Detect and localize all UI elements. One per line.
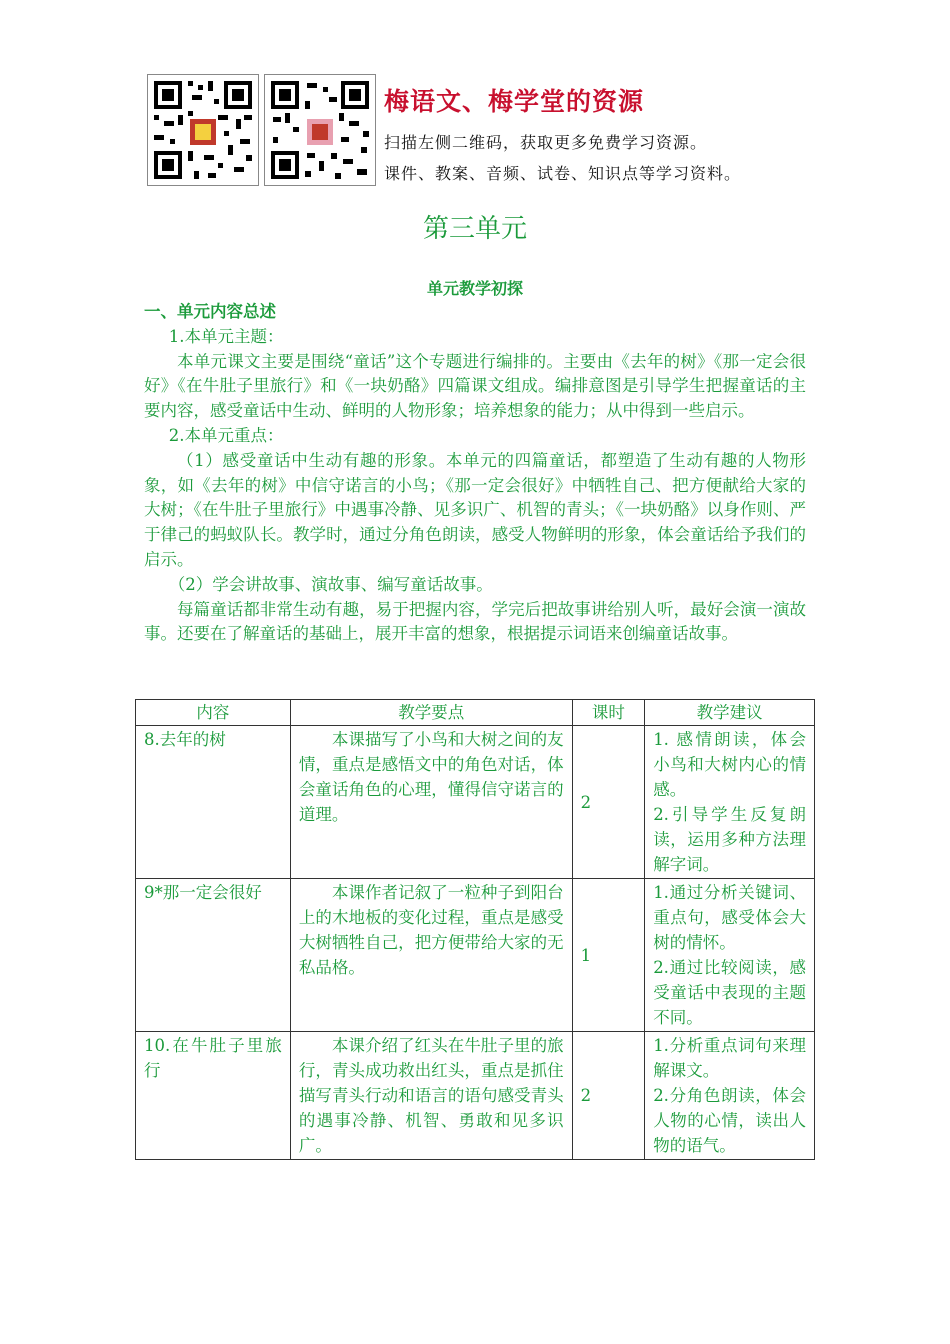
table-row bbox=[136, 726, 815, 879]
key-point-1: （1）感受童话中生动有趣的形象。本单元的四篇童话，都塑造了生动有趣的人物形象，如《去年的树》中信守诺言的小鸟；《那一定会很好》中牺牲自己、把方便献给大家的大树；《在牛肚子里旅行》中遇事冷静、见多识广、机智的青头；《一块奶酪》以身作则、严于律己的蚂蚁队长。教学时，通过分角色朗读，感受人物鲜明的形象，体会童话给予我们的启示。 bbox=[144, 450, 806, 569]
header-hours: 课时 bbox=[572, 700, 645, 726]
promo-line-2: 课件、教案、音频、试卷、知识点等学习资料。 bbox=[384, 164, 742, 183]
advice-item: 2.引导学生反复朗读，运用多种方法理解字词。 bbox=[653, 805, 806, 874]
advice-item: 1.分析重点词句来理解课文。 bbox=[653, 1036, 806, 1080]
advice-item: 1.通过分析关键词、重点句，感受体会大树的情怀。 bbox=[653, 883, 806, 952]
table-row bbox=[136, 1032, 815, 1160]
lesson-title: 9*那一定会很好 bbox=[136, 879, 291, 1032]
lesson-points: 本课介绍了红头在牛肚子里的旅行，青头成功救出红头，重点是抓住描写青头行动和语言的语句感受青头的遇事冷静、机智、勇敢和见多识广。 bbox=[290, 1032, 572, 1160]
header-points: 教学要点 bbox=[290, 700, 572, 726]
page-title: 第三单元 bbox=[422, 214, 527, 244]
header-banner bbox=[147, 74, 827, 186]
unit-overview bbox=[144, 300, 806, 647]
lesson-advice bbox=[645, 1032, 815, 1160]
header-advice: 教学建议 bbox=[645, 700, 815, 726]
lesson-points: 本课作者记叙了一粒种子到阳台上的木地板的变化过程，重点是感受大树牺牲自己，把方便带给大家的无私品格。 bbox=[290, 879, 572, 1032]
promo-line-1: 扫描左侧二维码，获取更多免费学习资源。 bbox=[384, 133, 708, 152]
table-row bbox=[136, 879, 815, 1032]
advice-item: 2.分角色朗读，体会人物的心情，读出人物的语气。 bbox=[653, 1086, 806, 1155]
lesson-title: 8.去年的树 bbox=[136, 726, 291, 879]
section-heading: 一、单元内容总述 bbox=[144, 302, 276, 321]
brand-title: 梅语文、梅学堂的资源 bbox=[384, 87, 645, 116]
lesson-title: 10.在牛肚子里旅行 bbox=[136, 1032, 291, 1160]
advice-item: 2.通过比较阅读，感受童话中表现的主题不同。 bbox=[653, 958, 806, 1027]
qr-code-left[interactable] bbox=[147, 74, 259, 186]
lesson-hours: 1 bbox=[572, 879, 645, 1032]
key-points-label: 2.本单元重点： bbox=[168, 425, 284, 445]
advice-item: 1. 感情朗读，体会小鸟和大树内心的情感。 bbox=[653, 730, 806, 799]
table-header-row bbox=[136, 700, 815, 726]
lesson-advice bbox=[645, 726, 815, 879]
lesson-advice bbox=[645, 879, 815, 1032]
key-point-2-label: （2）学会讲故事、演故事、编写童话故事。 bbox=[168, 574, 493, 594]
qr-code-right[interactable] bbox=[264, 74, 376, 186]
section-subtitle: 单元教学初探 bbox=[426, 279, 523, 298]
lesson-table bbox=[135, 699, 815, 1160]
lesson-points: 本课描写了小鸟和大树之间的友情，重点是感悟文中的角色对话，体会童话角色的心理，懂得信守诺言的道理。 bbox=[290, 726, 572, 879]
theme-paragraph: 本单元课文主要是围绕“童话”这个专题进行编排的。主要由《去年的树》《那一定会很好》《在牛肚子里旅行》和《一块奶酪》四篇课文组成。编排意图是引导学生把握童话的主要内容，感受童话中生动、鲜明的人物形象；培养想象的能力；从中得到一些启示。 bbox=[144, 351, 806, 421]
key-point-2: 每篇童话都非常生动有趣，易于把握内容，学完后把故事讲给别人听，最好会演一演故事。还要在了解童话的基础上，展开丰富的想象，根据提示词语来创编童话故事。 bbox=[144, 599, 806, 644]
lesson-hours: 2 bbox=[572, 726, 645, 879]
lesson-hours: 2 bbox=[572, 1032, 645, 1160]
theme-label: 1.本单元主题： bbox=[168, 326, 284, 346]
header-content: 内容 bbox=[136, 700, 291, 726]
banner-text bbox=[384, 78, 824, 192]
